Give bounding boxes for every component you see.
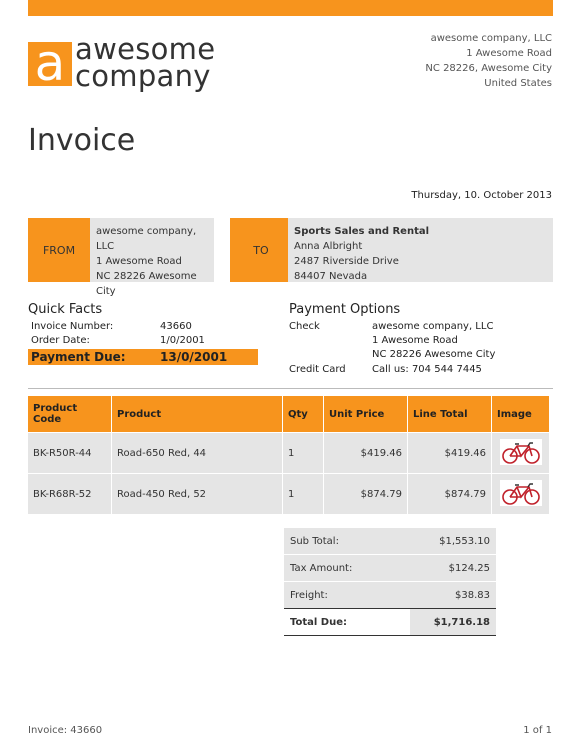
table-header-row xyxy=(28,396,550,433)
page-title: Invoice xyxy=(28,123,136,158)
tax-row xyxy=(284,555,496,582)
product-code: BK-R68R-52 xyxy=(28,474,112,515)
check-address: awesome company, LLC 1 Awesome Road NC 28226 Awesome City xyxy=(372,321,496,360)
product-qty: 1 xyxy=(283,433,324,474)
product-image xyxy=(492,433,550,474)
page-number: 1 of 1 xyxy=(523,725,552,736)
product-qty: 1 xyxy=(283,474,324,515)
payment-due-row xyxy=(28,349,258,365)
line-total: $874.79 xyxy=(408,474,492,515)
payment-due-label: Payment Due: xyxy=(31,350,126,364)
total-due-value: $1,716.18 xyxy=(410,609,496,636)
top-accent-bar xyxy=(28,0,553,16)
header-qty: Qty xyxy=(283,396,324,433)
header-product: Product xyxy=(112,396,283,433)
header-product-code: Product Code xyxy=(28,396,112,433)
from-tag: FROM xyxy=(28,218,90,282)
footer-invoice-ref: Invoice: 43660 xyxy=(28,725,103,736)
credit-card-value: Call us: 704 544 7445 xyxy=(372,364,482,375)
freight-value: $38.83 xyxy=(410,582,496,609)
invoice-date: Thursday, 10. October 2013 xyxy=(411,190,552,201)
freight-row xyxy=(284,582,496,609)
to-tag: TO xyxy=(230,218,292,282)
line-total: $419.46 xyxy=(408,433,492,474)
red-bicycle-icon xyxy=(500,498,542,509)
product-code: BK-R50R-44 xyxy=(28,433,112,474)
from-address: awesome company, LLC 1 Awesome Road NC 28226 Awesome City xyxy=(90,218,214,282)
tax-value: $124.25 xyxy=(410,555,496,582)
subtotal-row xyxy=(284,528,496,555)
invoice-number-label: Invoice Number: xyxy=(31,321,114,332)
company-address: awesome company, LLC 1 Awesome Road NC 28226, Awesome City United States xyxy=(425,33,552,89)
invoice-number-value: 43660 xyxy=(160,321,192,332)
header-unit-price: Unit Price xyxy=(324,396,408,433)
line-items-table xyxy=(28,396,550,514)
to-company-name: Sports Sales and Rental xyxy=(294,226,430,237)
red-bicycle-icon xyxy=(500,457,542,468)
header-line-total: Line Total xyxy=(408,396,492,433)
unit-price: $419.46 xyxy=(324,433,408,474)
quick-facts-title: Quick Facts xyxy=(28,302,103,317)
unit-price: $874.79 xyxy=(324,474,408,515)
subtotal-label: Sub Total: xyxy=(284,528,410,555)
product-name: Road-650 Red, 44 xyxy=(112,433,283,474)
to-address: Sports Sales and Rental Anna Albright 2487 Riverside Drive 84407 Nevada xyxy=(288,218,553,282)
table-row xyxy=(28,433,550,474)
logo-icon: a xyxy=(28,42,72,86)
product-image xyxy=(492,474,550,515)
product-name: Road-450 Red, 52 xyxy=(112,474,283,515)
payment-due-value: 13/0/2001 xyxy=(160,350,228,364)
credit-card-label: Credit Card xyxy=(289,364,346,375)
total-due-row xyxy=(284,609,496,636)
subtotal-value: $1,553.10 xyxy=(410,528,496,555)
totals-table xyxy=(284,527,496,636)
header-image: Image xyxy=(492,396,550,433)
company-logo-text xyxy=(75,32,216,93)
freight-label: Freight: xyxy=(284,582,410,609)
divider xyxy=(28,388,553,389)
logo-line-1: awesome xyxy=(75,32,216,66)
check-label: Check xyxy=(289,321,320,332)
logo-line-2: company xyxy=(75,59,211,93)
payment-options-title: Payment Options xyxy=(289,302,401,317)
total-due-label: Total Due: xyxy=(284,609,410,636)
order-date-label: Order Date: xyxy=(31,335,90,346)
order-date-value: 1/0/2001 xyxy=(160,335,205,346)
tax-label: Tax Amount: xyxy=(284,555,410,582)
table-row xyxy=(28,474,550,515)
